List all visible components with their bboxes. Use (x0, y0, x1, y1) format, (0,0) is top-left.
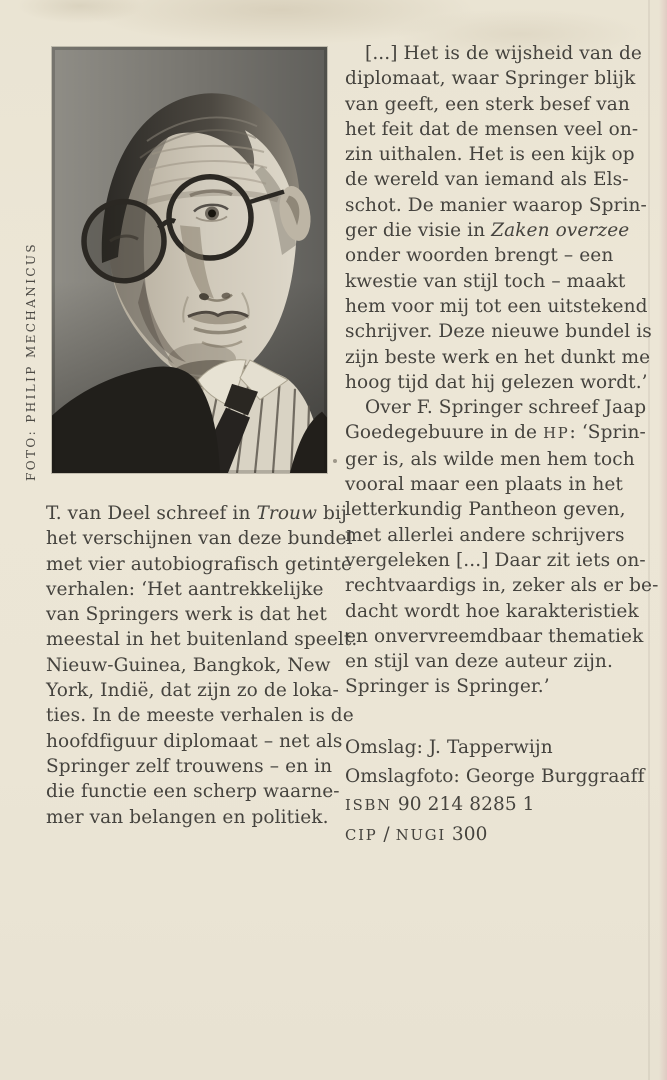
text-line: vooral maar een plaats in het (345, 474, 623, 496)
text-line: T. van Deel schreef in Trouw bij (46, 503, 347, 524)
text-line: het feit dat de mensen veel on- (345, 118, 639, 140)
text-line: kwestie van stijl toch – maakt (345, 270, 626, 292)
text-line: ger die visie in Zaken overzee (345, 220, 630, 242)
text-line: schot. De manier waarop Sprin- (345, 194, 647, 216)
text-line: van geeft, een sterk besef van (345, 93, 630, 115)
text-line: die functie een scherp waarne- (46, 781, 340, 803)
text-line: Over F. Springer schreef Jaap (365, 397, 647, 419)
colophon (345, 734, 645, 850)
text-line: rechtvaardigs in, zeker als er be- (345, 575, 659, 597)
author-portrait-illustration (52, 47, 327, 473)
text-line: schrijver. Deze nieuwe bundel is (345, 321, 652, 343)
text-line: zin uithalen. Het is een kijk op (345, 144, 635, 166)
page-edge-tint (659, 0, 667, 1080)
text-line: van Springers werk is dat het (46, 604, 327, 626)
text-line: Omslag: J. Tapperwijn (345, 737, 553, 758)
text-line: en stijl van deze auteur zijn. (345, 651, 613, 673)
paper-speck (333, 459, 337, 463)
text-line: ger is, als wilde men hem toch (345, 448, 635, 470)
photo-credit: FOTO: PHILIP MECHANICUS (24, 241, 38, 481)
text-line: met vier autobiografisch getinte (46, 553, 353, 575)
text-line: hoog tijd dat hij gelezen wordt.’ (345, 371, 648, 393)
text-line: dacht wordt hoe karakteristiek (345, 600, 639, 622)
right-column (345, 41, 658, 700)
text-line: letterkundig Pantheon geven, (345, 499, 626, 521)
text-line: mer van belangen en politiek. (46, 806, 329, 828)
text-line: de wereld van iemand als Els- (345, 169, 629, 191)
text-line: en onvervreemdbaar thematiek (345, 625, 644, 647)
left-column (46, 501, 357, 830)
text-line: vergeleken [...] Daar zit iets on- (345, 549, 646, 571)
text-line: hoofdfiguur diplomaat – net als (46, 730, 343, 752)
text-line: onder woorden brengt – een (345, 245, 614, 267)
text-line: Springer zelf trouwens – en in (46, 755, 333, 777)
text-line: ISBN 90 214 8285 1 (345, 794, 535, 815)
text-line: verhalen: ‘Het aantrekkelijke (46, 578, 324, 600)
text-line: met allerlei andere schrijvers (345, 524, 625, 546)
text-line: meestal in het buitenland speelt. (46, 629, 358, 651)
text-line: ties. In de meeste verhalen is de (46, 705, 354, 727)
quote-paragraph-1 (345, 41, 658, 395)
author-photo (52, 47, 327, 473)
text-line: het verschijnen van deze bundel (46, 528, 353, 550)
text-line: Goedegebuure in de HP: ‘Sprin- (345, 422, 646, 444)
text-line: zijn beste werk en het dunkt me (345, 346, 651, 368)
quote-paragraph-2 (345, 395, 658, 700)
text-line: York, Indië, dat zijn zo de loka- (46, 680, 339, 702)
text-line: CIP / NUGI 300 (345, 823, 488, 845)
text-line: Nieuw-Guinea, Bangkok, New (46, 654, 331, 676)
text-line: diplomaat, waar Springer blijk (345, 68, 636, 90)
text-line: hem voor mij tot een uitstekend (345, 295, 648, 317)
text-line: [...] Het is de wijsheid van de (365, 43, 642, 64)
text-line: Springer is Springer.’ (345, 676, 550, 698)
text-line: Omslagfoto: George Burggraaff (345, 765, 645, 787)
